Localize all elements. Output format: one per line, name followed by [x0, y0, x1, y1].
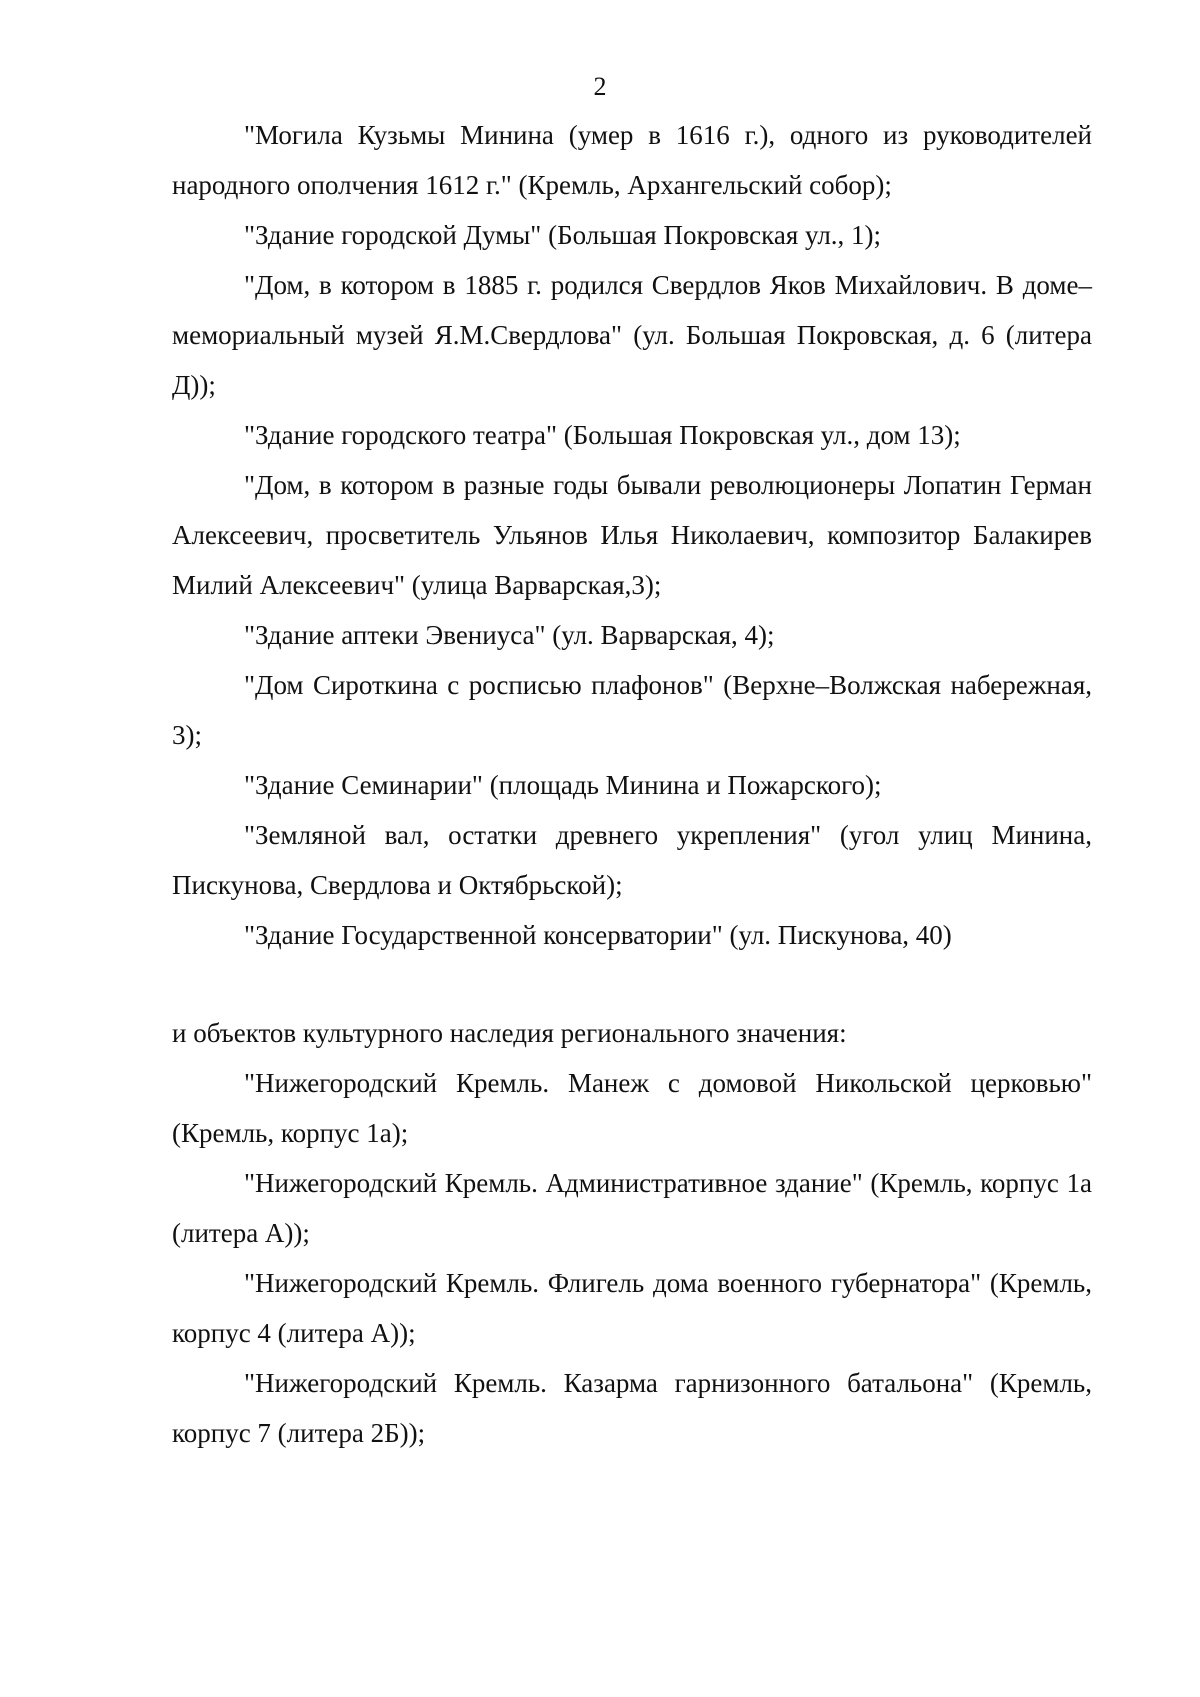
federal-item: "Здание городского театра" (Большая Покровская ул., дом 13); — [244, 420, 961, 450]
federal-item: "Дом Сироткина с росписью плафонов" (Верхне–Волжская набережная, 3); — [172, 670, 1092, 750]
federal-item: "Дом, в котором в разные годы бывали революционеры Лопатин Герман Алексеевич, просветитель Ульянов Илья Николаевич, композитор Балакирев Милий Алексеевич" (улица Варварская,3); — [172, 470, 1092, 600]
regional-item: "Нижегородский Кремль. Манеж с домовой Никольской церковью" (Кремль, корпус 1а); — [172, 1068, 1092, 1148]
regional-intro: и объектов культурного наследия регионального значения: — [172, 1018, 847, 1048]
federal-item: "Здание аптеки Эвениуса" (ул. Варварская, 4); — [244, 620, 775, 650]
regional-item: "Нижегородский Кремль. Административное здание" (Кремль, корпус 1а (литера А)); — [172, 1168, 1092, 1248]
page-number: 2 — [593, 72, 607, 101]
federal-item: "Земляной вал, остатки древнего укрепления" (угол улиц Минина, Пискунова, Свердлова и Октябрьской); — [172, 820, 1092, 900]
regional-item: "Нижегородский Кремль. Казарма гарнизонного батальона" (Кремль, корпус 7 (литера 2Б)); — [172, 1368, 1092, 1448]
federal-item: "Дом, в котором в 1885 г. родился Свердлов Яков Михайлович. В доме–мемориальный музей Я.М.Свердлова" (ул. Большая Покровская, д. 6 (литера Д)); — [172, 270, 1092, 400]
federal-item: "Могила Кузьмы Минина (умер в 1616 г.), одного из руководителей народного ополчения 1612 г." (Кремль, Архангельский собор); — [172, 120, 1092, 200]
regional-item: "Нижегородский Кремль. Флигель дома военного губернатора" (Кремль, корпус 4 (литера А)); — [172, 1268, 1092, 1348]
document-body — [172, 110, 1092, 1458]
federal-item: "Здание Государственной консерватории" (ул. Пискунова, 40) — [244, 920, 952, 950]
federal-item: "Здание городской Думы" (Большая Покровская ул., 1); — [244, 220, 882, 250]
federal-item: "Здание Семинарии" (площадь Минина и Пожарского); — [244, 770, 882, 800]
